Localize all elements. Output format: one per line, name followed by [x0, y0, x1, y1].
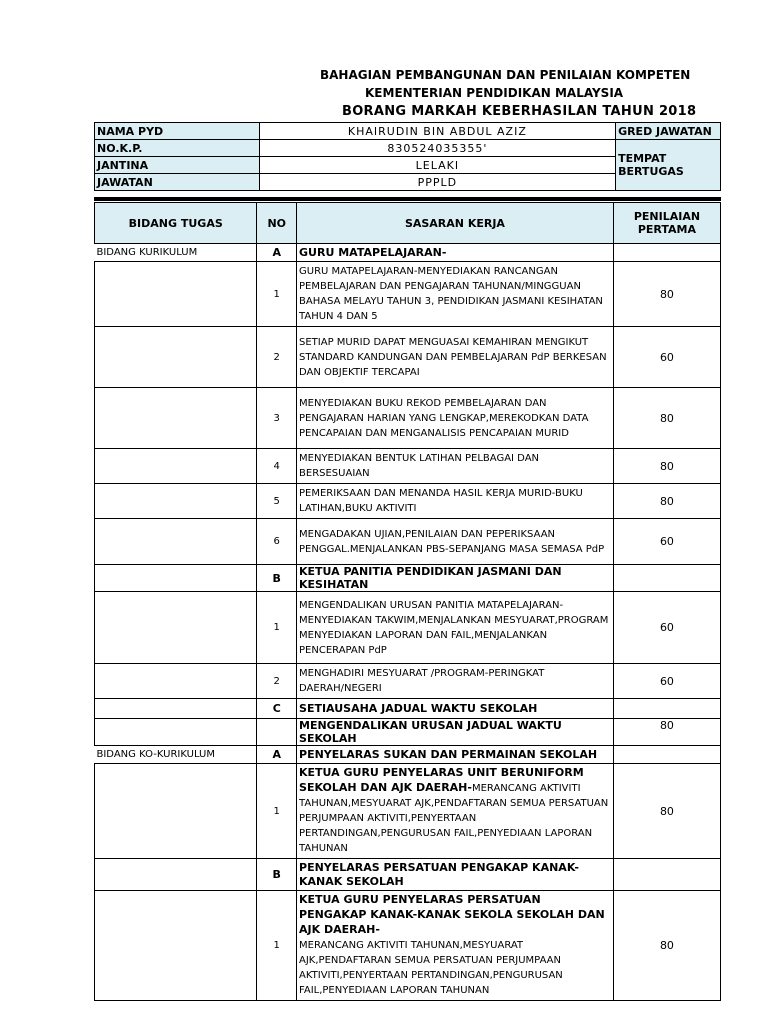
row-no: 2: [257, 327, 297, 388]
row-score: 60: [613, 664, 720, 699]
section-title: PENYELARAS PERSATUAN PENGAKAP KANAK-KANAK SEKOLAH: [297, 859, 614, 891]
col-header-bidang: BIDANG TUGAS: [95, 203, 257, 244]
assessment-table: [94, 202, 721, 1001]
row-score: 80: [613, 449, 720, 484]
header-ministry: KEMENTERIAN PENDIDIKAN MALAYSIA: [365, 86, 624, 100]
header-department: BAHAGIAN PEMBANGUNAN DAN PENILAIAN KOMPETEN: [320, 68, 691, 82]
tempat-label: TEMPAT BERTUGAS: [616, 140, 721, 191]
row-score: 80: [613, 719, 720, 746]
row-score: 60: [613, 519, 720, 565]
section-no: A: [257, 746, 297, 764]
section-no: B: [257, 565, 297, 592]
row-text: MENYEDIAKAN BUKU REKOD PEMBELAJARAN DAN PENGAJARAN HARIAN YANG LENGKAP,MEREKODKAN DATA PENCAPAIAN DAN MENGANALISIS PENCAPAIAN MURID: [297, 388, 614, 449]
nama-label: NAMA PYD: [95, 123, 260, 140]
row-text-rest: MERANCANG AKTIVITI TAHUNAN,MESYUARAT AJK,PENDAFTARAN SEMUA PERSATUAN PERJUMPAAN AKTIVITI,PENYERTAAN PERTANDINGAN,PENGURUSAN FAIL,PENYEDIAAN LAPORAN TAHUNAN: [299, 940, 563, 996]
nama-value: KHAIRUDIN BIN ABDUL AZIZ: [259, 123, 615, 140]
section-no: B: [257, 859, 297, 891]
row-score: 60: [613, 592, 720, 664]
row-score: 80: [613, 891, 720, 1001]
row-text-bold: KETUA GURU PENYELARAS PERSATUAN PENGAKAP KANAK-KANAK SEKOLA SEKOLAH DAN AJK DAERAH-: [299, 893, 605, 936]
row-score: 80: [613, 388, 720, 449]
section-title: SETIAUSAHA JADUAL WAKTU SEKOLAH: [297, 699, 614, 719]
row-no: 1: [257, 891, 297, 1001]
row-text: [297, 764, 614, 859]
row-no: 1: [257, 262, 297, 327]
bidang-kokurikulum-label: BIDANG KO-KURIKULUM: [95, 746, 257, 764]
nokp-value: 830524035355': [259, 140, 615, 157]
row-text-rest: MERANCANG AKTIVITI TAHUNAN,MESYUARAT AJK,PENDAFTARAN SEMUA PERSATUAN PERJUMPAAN AKTIVITI,PENYERTAAN PERTANDINGAN,PENGURUSAN FAIL,PENYEDIAAN LAPORAN TAHUNAN: [299, 783, 609, 854]
row-score: 80: [613, 262, 720, 327]
divider: [94, 197, 721, 201]
form-title: BORANG MARKAH KEBERHASILAN TAHUN 2018: [342, 104, 697, 119]
jantina-label: JANTINA: [95, 157, 260, 174]
section-no: C: [257, 699, 297, 719]
gred-label: GRED JAWATAN: [616, 123, 721, 140]
row-text: MENGADAKAN UJIAN,PENILAIAN DAN PEPERIKSAAN PENGGAL.MENJALANKAN PBS-SEPANJANG MASA SEMASA PdP: [297, 519, 614, 565]
col-header-penilaian: PENILAIAN PERTAMA: [613, 203, 720, 244]
row-no: 6: [257, 519, 297, 565]
section-title: KETUA PANITIA PENDIDIKAN JASMANI DAN KESIHATAN: [297, 565, 614, 592]
row-no: 2: [257, 664, 297, 699]
section-no: A: [257, 244, 297, 262]
row-text: MENYEDIAKAN BENTUK LATIHAN PELBAGAI DAN BERSESUAIAN: [297, 449, 614, 484]
jawatan-value: PPPLD: [259, 174, 615, 191]
row-no: 4: [257, 449, 297, 484]
section-title: GURU MATAPELAJARAN-: [297, 244, 614, 262]
row-text: SETIAP MURID DAPAT MENGUASAI KEMAHIRAN MENGIKUT STANDARD KANDUNGAN DAN PEMBELAJARAN PdP BERKESAN DAN OBJEKTIF TERCAPAI: [297, 327, 614, 388]
row-no: 1: [257, 592, 297, 664]
jawatan-label: JAWATAN: [95, 174, 260, 191]
bidang-kurikulum-label: BIDANG KURIKULUM: [95, 244, 257, 262]
col-header-sasaran: SASARAN KERJA: [297, 203, 614, 244]
row-no: 3: [257, 388, 297, 449]
nokp-label: NO.K.P.: [95, 140, 260, 157]
row-text: GURU MATAPELAJARAN-MENYEDIAKAN RANCANGAN PEMBELAJARAN DAN PENGAJARAN TAHUNAN/MINGGUAN BAHASA MELAYU TAHUN 3, PENDIDIKAN JASMANI KESIHATAN TAHUN 4 DAN 5: [297, 262, 614, 327]
col-header-no: NO: [257, 203, 297, 244]
row-text: [297, 891, 614, 1001]
row-text-bold: KETUA GURU PENYELARAS UNIT BERUNIFORM SEKOLAH DAN AJK DAERAH-: [299, 766, 584, 794]
section-title: PENYELARAS SUKAN DAN PERMAINAN SEKOLAH: [297, 746, 614, 764]
info-table: [94, 122, 721, 191]
row-score: 60: [613, 327, 720, 388]
row-score: 80: [613, 484, 720, 519]
row-no: 1: [257, 764, 297, 859]
jantina-value: LELAKI: [259, 157, 615, 174]
row-text: PEMERIKSAAN DAN MENANDA HASIL KERJA MURID-BUKU LATIHAN,BUKU AKTIVITI: [297, 484, 614, 519]
row-text: MENGENDALIKAN URUSAN JADUAL WAKTU SEKOLAH: [297, 719, 614, 746]
row-text: MENGENDALIKAN URUSAN PANITIA MATAPELAJARAN-MENYEDIAKAN TAKWIM,MENJALANKAN MESYUARAT,PROGRAM MENYEDIAKAN LAPORAN DAN FAIL,MENJALANKAN PENCERAPAN PdP: [297, 592, 614, 664]
row-text: MENGHADIRI MESYUARAT /PROGRAM-PERINGKAT DAERAH/NEGERI: [297, 664, 614, 699]
row-no: 5: [257, 484, 297, 519]
row-score: 80: [613, 764, 720, 859]
